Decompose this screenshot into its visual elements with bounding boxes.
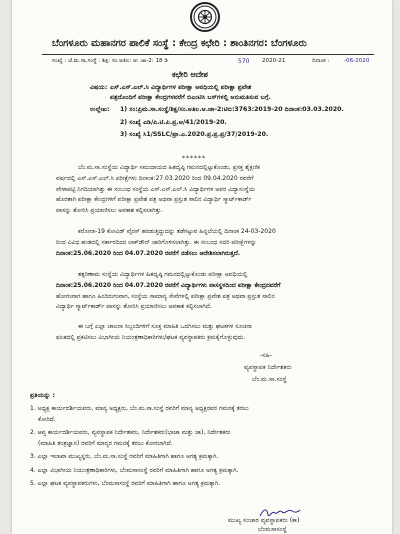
copy-item: 5. ಎಲ್ಲಾ ಘಟಕ ವ್ಯವಸ್ಥಾಪಕರುಗಳು, ಬೆಂಮಸಾಸಂಸ್ಥೆ ರವರಿಗೆ ಮಾಹಿತಿಗಾಗಿ ಹಾಗೂ ಅಗತ್ಯ ಕ್ರಮಕ್ಕಾಗಿ. bbox=[30, 480, 221, 487]
paragraph-3-line: ತತ್ಪರಿಣಾಮ ಸಂಸ್ಥೆಯ ವಿದ್ಯಾರ್ಥಿಗಳ ಹಿತದೃಷ್ಠಿ ಗಮನದಲ್ಲಿಟ್ಟುಕೊಂಡು ಪರೀಕ್ಷಾ ಅವಧಿಯಲ್ಲಿ bbox=[78, 271, 248, 278]
reference-year: 2020-21 bbox=[262, 58, 286, 64]
subject-label: ವಿಷಯ: bbox=[90, 84, 108, 91]
copy-item: 1. ಅಧ್ಯಕ್ಷ ಕಾರ್ಯದರ್ಶಿಯವರು, ಮಾನ್ಯ ಅಧ್ಯಕ್ಷರು, ಬೆಂ.ಮ.ಸಾ.ಸಂಸ್ಥೆ ರವರಿಗೆ ಮಾನ್ಯ ಅಧ್ಯಕ್ಷರವರ ಗಮನಕ್ಕೆ ತರಲು bbox=[30, 405, 249, 412]
separator-stars: ****** bbox=[182, 155, 206, 162]
reference-item-1: 1) ಸಂ:ಪ್ರಿಮ.ಸಾ.ಸಂಸ್ಥೆ/ಶಿಕ್ಷ/ಸಂ.ಅತಿಲ.ಆ.ಜಾ-2:ಟಿಬಿ:3763:2019-20 ದಿನಾಂಕ:03.03.2020. bbox=[120, 106, 344, 113]
paragraph-1 bbox=[56, 163, 374, 217]
copies-list bbox=[30, 404, 249, 490]
signatory-organization: ಬೆಂ.ಮ.ಸಾ.ಸಂಸ್ಥೆ bbox=[252, 376, 287, 383]
paragraph-1-line: ವೇಳಾಪಟ್ಟಿ ನಿಗದಿಯಾಗಿತ್ತು ಈ ಸಂಬಂಧ ಸಂಸ್ಥೆಯ ಎಸ್.ಎಸ್.ಎಲ್.ಸಿ ವಿದ್ಯಾರ್ಥಿಗಳ ಅವರ ವಿದ್ಯಾಸಂಸ್ಥೆಯ bbox=[56, 185, 256, 193]
subject-line-1: ಎಸ್.ಎಸ್.ಎಲ್.ಸಿ ವಿದ್ಯಾರ್ಥಿಗಳ ಪರೀಕ್ಷಾ ಅವಧಿಯಲ್ಲಿ ಪರೀಕ್ಷಾ ಪ್ರವೇಶ bbox=[110, 84, 252, 91]
paragraph-3-line: ಹೋಗುವಾಗ ಹಾಗೂ ಹಿಂದಿರುಗುವಾಗ, ಸಂಸ್ಥೆಯ ಸಾಮಾನ್ಯ ಸೇವೆಗಳಲ್ಲಿ ಪರೀಕ್ಷಾ ಪ್ರವೇಶ ಪತ್ರ ಅಥವಾ ಪ್ರಸ್ತುತ ಸಾಲಿನ bbox=[56, 292, 275, 300]
signature-mark: -ಸಹಿ- bbox=[260, 352, 273, 359]
date-label: ದಿನಾಂಕ : bbox=[312, 58, 330, 64]
paragraph-3-line: ವಿದ್ಯಾರ್ಥಿ ಸ್ಮಾರ್ಟ್‌ಕಾರ್ಡ್ ಪಾಸನ್ನು ತೋರಿಸಿ ಪ್ರಯಾಣಿಸಲು ಅವಕಾಶ ಕಲ್ಪಿಸಲಾಗಿದೆ. bbox=[56, 303, 212, 311]
paragraph-2-line: ರಿಂದ ವಿವಿಧ ಹಂತದಲ್ಲಿ ಸರ್ಕಾರದಿಂದ ಲಾಕ್‌ಡೌನ್ ಜಾರಿಗೊಳಿಸಲಾಗಿತ್ತು. ಈ ಸಂಬಂಧ ಸದರಿ ಪರೀಕ್ಷೆಗಳನ್ನು bbox=[56, 238, 257, 246]
paragraph-4-line: ಈ ಬಗ್ಗೆ ಎಲ್ಲಾ ಚಾಲನಾ ಸಿಬ್ಬಂದಿಗಳಿಗೆ ಸೂಕ್ತ ಮಾಹಿತಿ ಒದಗಿಸಲು ಮತ್ತು ಘಟಕಗಳ ಸೂಚನಾ bbox=[78, 323, 252, 330]
copy-item: ಕೋರಿದೆ. bbox=[38, 415, 56, 423]
copies-label: ಪ್ರತಿಯನ್ನು : bbox=[30, 392, 56, 399]
copy-item: 2. ಆಪ್ತ ಕಾರ್ಯದರ್ಶಿಯವರು, ವ್ಯವಸ್ಥಾಪಕ ನಿರ್ದೇಶಕರು, ನಿರ್ದೇಶಕರು(ಭಾಜಾ ಮತ್ತು ಜಾ), ನಿರ್ದೇಶಕರು bbox=[30, 429, 231, 436]
paragraph-4 bbox=[56, 322, 374, 344]
date-value: -06-2020 bbox=[344, 58, 370, 64]
paragraph-4-line: ಫಲಕದಲ್ಲಿ ಪ್ರಕಟಿಸಲು ವಿಭಾಗೀಯ ನಿಯಂತ್ರಣಾಧಿಕಾರಿಗಳು/ಘಟಕ ವ್ಯವಸ್ಥಾಪಕರು ಕ್ರಮಕೈಗೊಳ್ಳುವುದು. bbox=[56, 333, 246, 341]
paragraph-1-line: ಪಾಸನ್ನು ತೋರಿಸಿ ಪ್ರಯಾಣಿಸಲು ಅವಕಾಶ ಕಲ್ಪಿಸಲಾಗಿತ್ತು. bbox=[56, 207, 163, 215]
document-page bbox=[12, 0, 392, 534]
order-title: ಕಛೇರಿ ಆದೇಶ bbox=[172, 70, 208, 79]
signatory-designation: ವ್ಯವಸ್ಥಾಪಕ ನಿರ್ದೇಶಕರು bbox=[244, 364, 292, 371]
copy-item: 3. ಎಲ್ಲಾ ಇಲಾಖಾ ಮುಖ್ಯಸ್ಥರು, ಬೆಂ.ಮ.ಸಾ.ಸಂಸ್ಥೆ ರವರಿಗೆ ಮಾಹಿತಿಗಾಗಿ ಹಾಗೂ ಅಗತ್ಯ ಕ್ರಮಕ್ಕಾಗಿ. bbox=[30, 453, 219, 460]
handwritten-number: 570 bbox=[238, 58, 250, 65]
reference-number: ಸಂಖ್ಯೆ : ಜೆ.ಮ.ಸಾ.ಸಂಸ್ಥೆ : ಶಿಕ್ಷ: ಸಂ.ಅತಿಲ: ಆ: ಜಾ-2: 18 ಡಿ bbox=[52, 58, 168, 64]
paragraph-1-line: ಹೊರತಾಗಿ ಪರೀಕ್ಷಾ ಕೇಂದ್ರಗಳಿಗೆ ಪರೀಕ್ಷಾ ಪ್ರವೇಶ ಪತ್ರ ಅಥವಾ ಪ್ರಸ್ತುತ ಸಾಲಿನ ವಿದ್ಯಾರ್ಥಿ ಸ್ಮಾರ್ಟ್‌ಕಾರ್ಡ್ bbox=[56, 196, 252, 204]
subject-line-2: ಪತ್ರದೊಂದಿಗೆ ಪರೀಕ್ಷಾ ಕೇಂದ್ರಗಳವರೆಗೆ ಬಿಎಂಟಿಸಿ ಬಸ್‌ಗಳಲ್ಲಿ ಅನುಮತಿಸುವ ಬಗ್ಗೆ. bbox=[110, 94, 271, 101]
copy-item: (ಮಾಹಿತಿ ತಂತ್ರಜ್ಞಾನ) ರವರಿಗೆ ಮಾನ್ಯರ ಗಮನಕ್ಕೆ ತರಲು ಕೋರಲಾಗಿದೆ. bbox=[38, 439, 173, 447]
paragraph-3-line: ದಿನಾಂಕ:25.06.2020 ರಿಂದ 04.07.2020 ರವರೆಗೆ ವಿದ್ಯಾರ್ಥಿಗಳು ವಾಸಸ್ಥಳದಿಂದ ಪರೀಕ್ಷಾ ಕೇಂದ್ರದವರೆಗೆ bbox=[56, 281, 281, 289]
references-label: ಉಲ್ಲೇಖ: bbox=[90, 106, 110, 113]
final-signatory-organization: ಬೆಂಮಸಾಸಂಸ್ಥೆ bbox=[258, 526, 287, 533]
bmtc-emblem-icon bbox=[190, 2, 220, 32]
header-rule bbox=[42, 54, 374, 55]
paragraph-2-line: ದಿನಾಂಕ:25.06.2020 ರಿಂದ 04.07.2020 ರವರೆಗೆ ನಡೆಸಲು ಆದೇಶಿಸಲಾಗಿರುತ್ತದೆ. bbox=[56, 249, 241, 257]
paragraph-1-line: ವರ್ಷದಲ್ಲಿ ಎಸ್.ಎಸ್.ಎಲ್.ಸಿ ಪರೀಕ್ಷೆಗಳು ದಿನಾಂಕ:27.03.2020 ರಿಂದ 09.04.2020 ರವರೆಗೆ bbox=[56, 174, 254, 182]
paragraph-1-line: ಬೆಂ.ಮ.ಸಾ.ಸಂಸ್ಥೆಯ ವಿದ್ಯಾರ್ಥಿ ಸಮುದಾಯದ ಹಿತದೃಷ್ಠಿ ಗಮನದಲ್ಲಿಟ್ಟುಕೊಂಡು, ಪ್ರಸಕ್ತ ಶೈಕ್ಷಣಿಕ bbox=[78, 164, 260, 171]
paragraph-3 bbox=[56, 270, 374, 313]
final-signatory-designation: ಮುಖ್ಯ ಸಂಚಾರ ವ್ಯವಸ್ಥಾಪಕರು (ಕಾ) bbox=[228, 517, 300, 524]
paragraph-2-line: ಕರೋನಾ-19 ಕೋವಿಡ್ ವೈರಸ್ ಹರಡುತ್ತಿದ್ದುದನ್ನು ತಡೆಗಟ್ಟುವ ಹಿನ್ನಲೆಯಲ್ಲಿ ದಿನಾಂಕ 24-03-2020 bbox=[78, 228, 276, 235]
reference-item-3: 3) ಸಂಖ್ಯೆ ಸಿ1/SSLC/ಪ್ರಾ.ಎ.2020.ಪ್ರ.ಪ್ರ.ಪ್ರ/37/2019-20. bbox=[120, 131, 269, 138]
office-header: ಬೆಂಗಳೂರು ಮಹಾನಗರ ಪಾಲಿಕೆ ಸಂಸ್ಥೆ : ಕೇಂದ್ರ ಕಛೇರಿ : ಶಾಂತಿನಗರ: ಬೆಂಗಳೂರು bbox=[52, 38, 307, 49]
paragraph-2 bbox=[56, 227, 374, 259]
reference-item-2: 2) ಸಂಖ್ಯೆ ಎಡಿ/ಪಿ.ಟಿ.ಪಿ.ಪ್ರ.ಆ/41/2019-20. bbox=[120, 119, 227, 126]
copy-item: 4. ಎಲ್ಲಾ ವಿಭಾಗೀಯ ನಿಯಂತ್ರಣಾಧಿಕಾರಿಗಳು, ಬೆಂಮಸಾಸಂಸ್ಥೆ ರವರಿಗೆ ಮಾಹಿತಿಗಾಗಿ ಹಾಗೂ ಅಗತ್ಯ ಕ್ರಮಕ್ಕಾಗಿ. bbox=[30, 466, 239, 474]
